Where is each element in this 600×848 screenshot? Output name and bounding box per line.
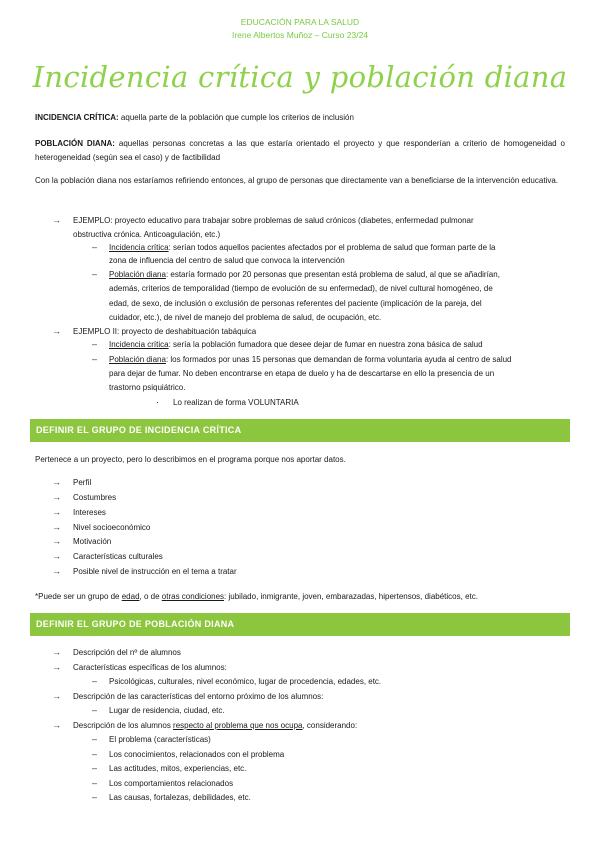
example1-label: EJEMPLO: [73, 216, 113, 225]
example2-note: Lo realizan de forma VOLUNTARIA [173, 398, 299, 407]
arrow-icon: → [52, 720, 61, 730]
text-poblacion: aquellas personas concretas a las que estaría orientado el proyecto y que responderían a criterio de homogeneidad o heterogeneidad (según sea el caso) y de factibilidad [35, 139, 566, 162]
dash-icon: – [92, 749, 98, 759]
example1-poblacion-line2: además, criterios de temporalidad (tiempo de evolución de su enfermedad), de nivel cultural homogéneo, de [109, 284, 493, 293]
example2-incidencia-text: : sería la población fumadora que desee dejar de fumar en nuestra zona básica de salud [168, 340, 483, 349]
arrow-icon: → [52, 507, 61, 517]
dash-icon: – [92, 242, 98, 252]
section2-item-2-sub: Psicológicas, culturales, nivel económico, lugar de procedencia, edades, etc. [109, 677, 382, 686]
example1-incidencia-text: : serían todos aquellos pacientes afectados por el problema de salud que forman parte de la [168, 243, 496, 252]
dash-icon: – [92, 778, 98, 788]
list-item: Los comportamientos relacionados [109, 779, 234, 788]
arrow-icon: → [52, 536, 61, 546]
item4-underlined: respecto al problema que nos ocupa [173, 721, 303, 730]
example1-poblacion-term: Población diana [109, 270, 166, 279]
example2-poblacion-term: Población diana [109, 355, 166, 364]
example2-incidencia-term: Incidencia crítica [109, 340, 169, 349]
section-heading-poblacion: DEFINIR EL GRUPO DE POBLACIÓN DIANA [30, 613, 570, 636]
definition-incidencia [35, 111, 565, 125]
example2-label: EJEMPLO II: [73, 327, 120, 336]
list-item: Intereses [73, 508, 106, 517]
definition-poblacion [35, 137, 565, 164]
section1-note [35, 590, 478, 604]
arrow-icon: → [52, 215, 61, 225]
example1-incidencia-term: Incidencia crítica [109, 243, 169, 252]
example1-line2: obstructiva crónica. Anticoagulación, etc.) [73, 230, 221, 239]
dash-icon: – [92, 269, 98, 279]
dash-icon: – [92, 792, 98, 802]
list-item: Posible nivel de instrucción en el tema a tratar [73, 567, 237, 576]
item4-pre: Descripción de los alumnos [73, 721, 174, 730]
example2-line [73, 325, 256, 339]
dash-icon: – [92, 339, 98, 349]
example2-incidencia-line [109, 338, 483, 352]
arrow-icon: → [52, 522, 61, 532]
example1-incidencia-line1 [109, 241, 565, 255]
example1-poblacion-text: : estaría formado por 20 personas que presentan está problema de salud, al que se añadirían, [165, 270, 500, 279]
arrow-icon: → [52, 477, 61, 487]
section1-intro: Pertenece a un proyecto, pero lo describimos en el programa porque nos aportar datos. [35, 455, 346, 464]
example1-poblacion-line1 [109, 268, 565, 282]
note-post: : jubilado, inmigrante, joven, embarazadas, hipertensos, diabéticos, etc. [224, 592, 478, 601]
section2-item-4 [73, 719, 357, 733]
arrow-icon: → [52, 647, 61, 657]
example1-line1 [73, 214, 565, 228]
example2-poblacion-text: : los formados por unas 15 personas que demandan de forma voluntaria ayuda al centro de salud [165, 355, 512, 364]
dash-icon: – [92, 763, 98, 773]
section2-item-3-sub: Lugar de residencia, ciudad, etc. [109, 706, 225, 715]
section2-item-3: Descripción de las características del entorno próximo de los alumnos: [73, 692, 324, 701]
text-incidencia: aquella parte de la población que cumple los criterios de inclusión [118, 113, 354, 122]
note-pre: *Puede ser un grupo de [35, 592, 122, 601]
header-course: EDUCACIÓN PARA LA SALUD [240, 17, 360, 27]
note-mid: , o de [139, 592, 162, 601]
list-item: Nivel socioeconómico [73, 523, 151, 532]
example1-incidencia-line2: zona de influencia del centro de salud que convoca la intervención [109, 256, 345, 265]
example2-poblacion-line3: trastorno psiquiátrico. [109, 383, 186, 392]
list-item: Los conocimientos, relacionados con el problema [109, 750, 285, 759]
arrow-icon: → [52, 662, 61, 672]
arrow-icon: → [52, 492, 61, 502]
dash-icon: – [92, 676, 98, 686]
note-edad: edad [121, 592, 140, 601]
example1-poblacion-line4: cuidador, etc.), de nivel de manejo del problema de salud, de ocupación, etc. [109, 313, 382, 322]
arrow-icon: → [52, 326, 61, 336]
dash-icon: – [92, 705, 98, 715]
list-item: Las actitudes, mitos, experiencias, etc. [109, 764, 247, 773]
page-title: Incidencia crítica y población diana [32, 60, 568, 94]
list-item: Perfil [73, 478, 92, 487]
term-incidencia: INCIDENCIA CRÍTICA: [35, 113, 119, 122]
bullet-dot-icon: · [156, 397, 159, 407]
section-heading-incidencia: DEFINIR EL GRUPO DE INCIDENCIA CRÍTICA [30, 419, 570, 442]
item4-post: , considerando: [302, 721, 358, 730]
example2-poblacion-line2: para dejar de fumar. No deben encontrarse en etapa de duelo y ha de descartarse en ello la presencia de un [109, 369, 495, 378]
term-poblacion: POBLACIÓN DIANA: [35, 139, 115, 148]
example1-poblacion-line3: edad, de sexo, de inclusión o exclusión de personas referentes del paciente (implicación de la pareja, del [109, 299, 482, 308]
arrow-icon: → [52, 551, 61, 561]
intro-paragraph: Con la población diana nos estaríamos refiriendo entonces, al grupo de personas que directamente van a beneficiarse de la intervención educativa. [35, 176, 558, 185]
dash-icon: – [92, 354, 98, 364]
example1-text: proyecto educativo para trabajar sobre problemas de salud crónicos (diabetes, enfermedad pulmonar [112, 216, 474, 225]
list-item: Características culturales [73, 552, 163, 561]
list-item: El problema (características) [109, 735, 211, 744]
list-item: Las causas, fortalezas, debilidades, etc. [109, 793, 251, 802]
arrow-icon: → [52, 691, 61, 701]
section2-item-2: Características específicas de los alumnos: [73, 663, 227, 672]
arrow-icon: → [52, 566, 61, 576]
header-author: Irene Albertos Muñoz – Curso 23/24 [231, 30, 369, 40]
example2-poblacion-line1 [109, 353, 565, 367]
section2-item-1: Descripción del nº de alumnos [73, 648, 181, 657]
note-condiciones: otras condiciones [161, 592, 225, 601]
dash-icon: – [92, 734, 98, 744]
list-item: Costumbres [73, 493, 117, 502]
list-item: Motivación [73, 537, 112, 546]
example2-text: proyecto de deshabituación tabáquica [119, 327, 257, 336]
